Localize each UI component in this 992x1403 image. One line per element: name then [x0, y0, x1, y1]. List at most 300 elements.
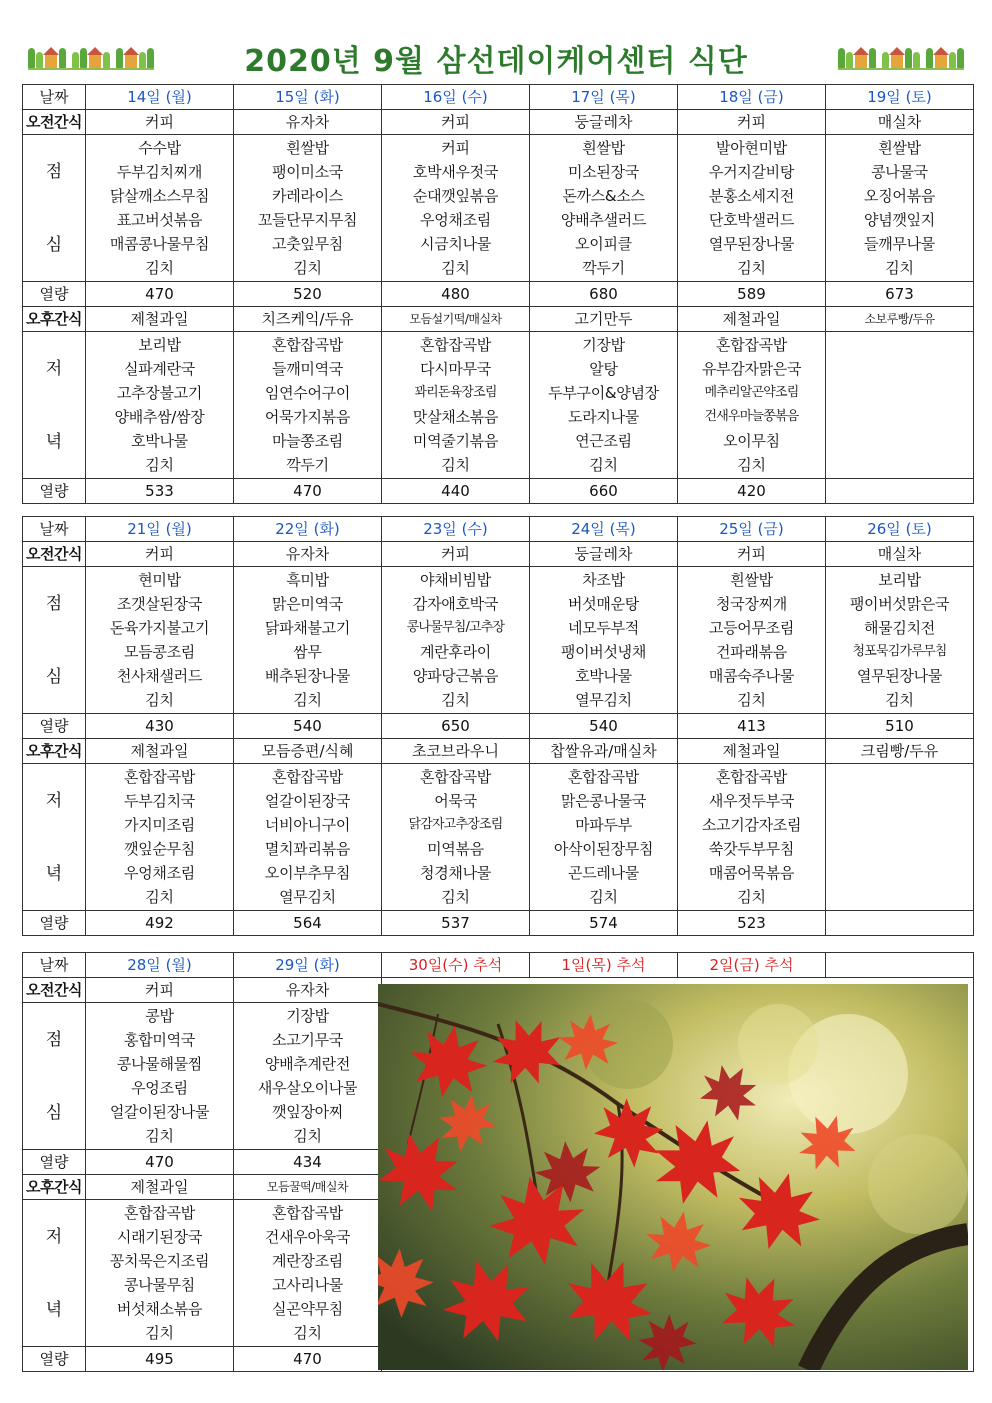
dish: 차조밥 [582, 571, 625, 589]
dish: 마파두부 [575, 816, 632, 834]
dish: 천사채샐러드 [116, 667, 203, 685]
dish: 유부감자맑은국 [701, 360, 802, 378]
calorie-value: 510 [826, 714, 974, 739]
lunch-cell [530, 135, 678, 282]
dish: 깍두기 [582, 259, 625, 277]
dish: 실곤약무침 [272, 1300, 343, 1318]
dish: 수수밥 [138, 139, 181, 157]
dish: 청경채나물 [420, 864, 491, 882]
dish: 메추리알곤약조림 [704, 385, 799, 400]
dish: 김치 [293, 259, 322, 277]
dish: 깻잎장아찌 [272, 1103, 343, 1121]
dish: 야채비빔밥 [420, 571, 491, 589]
day-header: 29일 (화) [234, 953, 382, 978]
am-snack-cell: 커피 [86, 110, 234, 135]
date-row [23, 85, 974, 110]
dish: 맑은미역국 [272, 595, 343, 613]
am-snack-cell: 매실차 [826, 110, 974, 135]
dish: 혼합잡곡밥 [420, 336, 491, 354]
page-header [20, 30, 972, 79]
day-header: 26일 (토) [826, 517, 974, 542]
dish: 김치 [737, 259, 766, 277]
dish: 열무된장나물 [856, 667, 943, 685]
calorie-value: 680 [530, 282, 678, 307]
calorie-value: 413 [678, 714, 826, 739]
maple-leaves-photo [378, 984, 968, 1370]
dish: 혼합잡곡밥 [716, 336, 787, 354]
dish: 새우살오이나물 [257, 1079, 358, 1097]
dish: 팽이버섯냉채 [560, 643, 647, 661]
lunch-label: 점 심 [23, 1003, 86, 1150]
day-header: 14일 (월) [86, 85, 234, 110]
pm-snack-cell: 소보루빵/두유 [826, 307, 974, 332]
dish: 돈까스&소스 [562, 187, 645, 205]
dish: 맑은콩나물국 [560, 792, 647, 810]
dish: 우엉채조림 [124, 864, 195, 882]
dish: 혼합잡곡밥 [124, 1204, 195, 1222]
dish: 매콤어묵볶음 [708, 864, 795, 882]
dish: 아삭이된장무침 [553, 840, 654, 858]
dish: 양배추샐러드 [560, 211, 647, 229]
dish: 양배추쌈/쌈장 [114, 408, 205, 426]
dinner-calorie-row [23, 479, 974, 504]
dish: 맛살채소볶음 [412, 408, 499, 426]
dinner-cell [234, 764, 382, 911]
dish: 김치 [885, 259, 914, 277]
dish: 김치 [589, 888, 618, 906]
dish: 현미밥 [138, 571, 181, 589]
lunch-cell [86, 1003, 234, 1150]
dish: 기장밥 [286, 1007, 329, 1025]
am-snack-row [23, 110, 974, 135]
dish: 건새우아욱국 [264, 1228, 351, 1246]
dish: 깻잎순무침 [124, 840, 195, 858]
am-snack-label: 오전간식 [23, 110, 86, 135]
pm-snack-cell: 초코브라우니 [382, 739, 530, 764]
calorie-value: 470 [86, 282, 234, 307]
dish: 꽁치묵은지조림 [109, 1252, 210, 1270]
dinner-cell [382, 764, 530, 911]
dish: 두부김치찌개 [116, 163, 203, 181]
dish: 청국장찌개 [716, 595, 787, 613]
dish: 보리밥 [878, 571, 921, 589]
dish: 보리밥 [138, 336, 181, 354]
calorie-value: 537 [382, 911, 530, 936]
dish: 가지미조림 [124, 816, 195, 834]
dinner-cell-empty [826, 332, 974, 479]
dish: 혼합잡곡밥 [272, 1204, 343, 1222]
dish: 새우젓두부국 [708, 792, 795, 810]
calorie-value: 523 [678, 911, 826, 936]
calorie-value: 495 [86, 1347, 234, 1372]
dish: 김치 [441, 888, 470, 906]
pm-snack-cell: 제철과일 [678, 307, 826, 332]
am-snack-cell: 커피 [382, 542, 530, 567]
dish: 혼합잡곡밥 [272, 768, 343, 786]
dish: 고사리나물 [272, 1276, 343, 1294]
dish: 도라지나물 [568, 408, 639, 426]
dish: 시금치나물 [420, 235, 491, 253]
calorie-value: 673 [826, 282, 974, 307]
lunch-label: 점 심 [23, 567, 86, 714]
pm-snack-cell: 고기만두 [530, 307, 678, 332]
dish: 버섯매운탕 [568, 595, 639, 613]
holiday-header: 2일(금) 추석 [678, 953, 826, 978]
dish: 우엉채조림 [420, 211, 491, 229]
village-decoration-right [838, 38, 964, 68]
dinner-label: 저 녁 [23, 764, 86, 911]
calorie-value: 660 [530, 479, 678, 504]
lunch-label: 점 심 [23, 135, 86, 282]
dish: 김치 [737, 691, 766, 709]
calorie-value: 520 [234, 282, 382, 307]
dinner-label: 저 녁 [23, 332, 86, 479]
calorie-value: 480 [382, 282, 530, 307]
am-snack-cell: 유자차 [234, 978, 382, 1003]
am-snack-row [23, 542, 974, 567]
dish: 김치 [441, 456, 470, 474]
am-snack-label: 오전간식 [23, 542, 86, 567]
calorie-label: 열량 [23, 282, 86, 307]
calorie-value: 470 [234, 479, 382, 504]
dish: 양념깻잎지 [864, 211, 935, 229]
lunch-cell [86, 135, 234, 282]
calorie-value: 430 [86, 714, 234, 739]
day-header: 17일 (목) [530, 85, 678, 110]
dinner-cell [86, 1200, 234, 1347]
dinner-cell [86, 332, 234, 479]
lunch-cell [678, 567, 826, 714]
dish: 표고버섯볶음 [116, 211, 203, 229]
dish: 발아현미밥 [716, 139, 787, 157]
pm-snack-cell: 제철과일 [86, 739, 234, 764]
day-header: 25일 (금) [678, 517, 826, 542]
dish: 감자애호박국 [412, 595, 499, 613]
dish: 실파계란국 [124, 360, 195, 378]
dinner-calorie-row [23, 911, 974, 936]
dish: 소고기감자조림 [701, 816, 802, 834]
date-label: 날짜 [23, 517, 86, 542]
dish: 매콤숙주나물 [708, 667, 795, 685]
pm-snack-cell: 모듬꿀떡/매실차 [234, 1175, 382, 1200]
dish: 혼합잡곡밥 [124, 768, 195, 786]
dish: 김치 [293, 1324, 322, 1342]
day-header: 18일 (금) [678, 85, 826, 110]
calorie-value: 420 [678, 479, 826, 504]
dinner-cell [86, 764, 234, 911]
dish: 매콤콩나물무침 [109, 235, 210, 253]
dish: 오이무침 [723, 432, 780, 450]
dish: 흰쌀밥 [878, 139, 921, 157]
am-snack-cell: 커피 [382, 110, 530, 135]
pm-snack-cell: 제철과일 [86, 307, 234, 332]
pm-snack-label: 오후간식 [23, 307, 86, 332]
dish: 팽이버섯맑은국 [849, 595, 950, 613]
dish: 오이피클 [575, 235, 632, 253]
lunch-calorie-row [23, 282, 974, 307]
lunch-row [23, 135, 974, 282]
dish: 소고기무국 [272, 1031, 343, 1049]
day-header: 19일 (토) [826, 85, 974, 110]
dish: 닭감자고추장조림 [408, 817, 503, 832]
calorie-value: 540 [234, 714, 382, 739]
dish: 들깨무나물 [864, 235, 935, 253]
dish: 김치 [145, 1324, 174, 1342]
am-snack-cell: 커피 [86, 978, 234, 1003]
dish: 열무김치 [575, 691, 632, 709]
lunch-cell [234, 1003, 382, 1150]
dish: 콩나물무침/고추장 [406, 620, 505, 635]
lunch-cell [530, 567, 678, 714]
calorie-label: 열량 [23, 479, 86, 504]
dish: 혼합잡곡밥 [568, 768, 639, 786]
dinner-cell [530, 764, 678, 911]
lunch-cell [382, 135, 530, 282]
dish: 미역줄기볶음 [412, 432, 499, 450]
dish: 미역볶음 [427, 840, 484, 858]
menu-table-week-2 [22, 516, 974, 936]
dish: 돈육가지불고기 [109, 619, 210, 637]
am-snack-label: 오전간식 [23, 978, 86, 1003]
dish: 얼갈이된장나물 [109, 1103, 210, 1121]
pm-snack-label: 오후간식 [23, 1175, 86, 1200]
dish: 분홍소세지전 [708, 187, 795, 205]
calorie-value [826, 479, 974, 504]
dish: 혼합잡곡밥 [272, 336, 343, 354]
day-header: 16일 (수) [382, 85, 530, 110]
dish: 임연수어구이 [264, 384, 351, 402]
dinner-label: 저 녁 [23, 1200, 86, 1347]
dish: 커피 [441, 139, 470, 157]
dish: 닭살깨소스무침 [109, 187, 210, 205]
dish: 열무된장나물 [708, 235, 795, 253]
lunch-cell [678, 135, 826, 282]
calorie-label: 열량 [23, 714, 86, 739]
menu-table-week-1 [22, 84, 974, 504]
pm-snack-cell: 치즈케익/두유 [234, 307, 382, 332]
day-header-empty [826, 953, 974, 978]
dish: 건새우마늘쫑볶음 [704, 409, 799, 424]
dish: 어묵국 [434, 792, 477, 810]
dish: 두부김치국 [124, 792, 195, 810]
calorie-value: 589 [678, 282, 826, 307]
dish: 모듬콩조림 [124, 643, 195, 661]
am-snack-cell: 둥글레차 [530, 110, 678, 135]
pm-snack-cell: 모듬증편/식혜 [234, 739, 382, 764]
calorie-label: 열량 [23, 1347, 86, 1372]
dish: 김치 [441, 691, 470, 709]
dish: 시래기된장국 [116, 1228, 203, 1246]
pm-snack-cell: 크림빵/두유 [826, 739, 974, 764]
lunch-cell [826, 567, 974, 714]
dish: 김치 [145, 888, 174, 906]
lunch-cell [86, 567, 234, 714]
dish: 김치 [145, 691, 174, 709]
dish: 흰쌀밥 [582, 139, 625, 157]
dish: 어묵가지볶음 [264, 408, 351, 426]
dish: 쌈무 [293, 643, 322, 661]
dish: 고추장불고기 [116, 384, 203, 402]
dish: 우거지갈비탕 [708, 163, 795, 181]
dish: 계란장조림 [272, 1252, 343, 1270]
dish: 미소된장국 [568, 163, 639, 181]
calorie-value: 470 [234, 1347, 382, 1372]
pm-snack-cell: 제철과일 [86, 1175, 234, 1200]
calorie-value: 434 [234, 1150, 382, 1175]
date-label: 날짜 [23, 953, 86, 978]
day-header: 28일 (월) [86, 953, 234, 978]
pm-snack-cell: 모듬설기떡/매실차 [382, 307, 530, 332]
pm-snack-cell: 찹쌀유과/매실차 [530, 739, 678, 764]
dish: 고춧잎무침 [272, 235, 343, 253]
dish: 혼합잡곡밥 [420, 768, 491, 786]
date-label: 날짜 [23, 85, 86, 110]
dish: 마늘쫑조림 [272, 432, 343, 450]
am-snack-cell: 매실차 [826, 542, 974, 567]
lunch-cell [234, 567, 382, 714]
dinner-row [23, 764, 974, 911]
dish: 열무김치 [279, 888, 336, 906]
date-row [23, 517, 974, 542]
pm-snack-row [23, 307, 974, 332]
dish: 깍두기 [286, 456, 329, 474]
pm-snack-label: 오후간식 [23, 739, 86, 764]
dish: 단호박샐러드 [708, 211, 795, 229]
dish: 쑥갓두부무침 [708, 840, 795, 858]
dish: 청포묵김가루무침 [852, 644, 947, 659]
dish: 콩나물해물찜 [116, 1055, 203, 1073]
am-snack-cell: 커피 [678, 542, 826, 567]
dish: 흰쌀밥 [286, 139, 329, 157]
holiday-header: 1일(목) 추석 [530, 953, 678, 978]
dish: 팽이미소국 [272, 163, 343, 181]
lunch-cell [234, 135, 382, 282]
dish: 고등어무조림 [708, 619, 795, 637]
dish: 김치 [145, 259, 174, 277]
dish: 흰쌀밥 [730, 571, 773, 589]
day-header: 15일 (화) [234, 85, 382, 110]
day-header: 23일 (수) [382, 517, 530, 542]
dish: 배추된장나물 [264, 667, 351, 685]
dinner-cell-empty [826, 764, 974, 911]
dish: 김치 [589, 456, 618, 474]
dish: 카레라이스 [272, 187, 343, 205]
dish: 콩밥 [145, 1007, 174, 1025]
am-snack-cell: 둥글레차 [530, 542, 678, 567]
am-snack-cell: 커피 [678, 110, 826, 135]
calorie-label: 열량 [23, 1150, 86, 1175]
dish: 호박나물 [575, 667, 632, 685]
dish: 오이부추무침 [264, 864, 351, 882]
calorie-label: 열량 [23, 911, 86, 936]
dinner-cell [234, 332, 382, 479]
pm-snack-row [23, 739, 974, 764]
dish: 꽈리돈육장조림 [414, 385, 497, 400]
dish: 버섯채소볶음 [116, 1300, 203, 1318]
dish: 꼬들단무지무침 [257, 211, 358, 229]
holiday-header: 30일(수) 추석 [382, 953, 530, 978]
dish: 김치 [737, 456, 766, 474]
dish: 계란후라이 [420, 643, 491, 661]
dish: 연근조림 [575, 432, 632, 450]
page-title: 2020년 9월 삼선데이케어센터 식단 [244, 44, 748, 79]
dish: 건파래볶음 [716, 643, 787, 661]
date-row [23, 953, 974, 978]
dinner-row [23, 332, 974, 479]
dish: 해물김치전 [864, 619, 935, 637]
dish: 김치 [145, 456, 174, 474]
dish: 김치 [885, 691, 914, 709]
dish: 조갯살된장국 [116, 595, 203, 613]
dish: 흑미밥 [286, 571, 329, 589]
dish: 닭파채불고기 [264, 619, 351, 637]
dish: 콩나물무침 [124, 1276, 195, 1294]
dish: 들깨미역국 [272, 360, 343, 378]
dinner-cell [382, 332, 530, 479]
lunch-calorie-row [23, 714, 974, 739]
dish: 다시마무국 [420, 360, 491, 378]
day-header: 24일 (목) [530, 517, 678, 542]
day-header: 21일 (월) [86, 517, 234, 542]
dish: 두부구이&양념장 [548, 384, 659, 402]
dish: 양배추계란전 [264, 1055, 351, 1073]
dish: 혼합잡곡밥 [716, 768, 787, 786]
calorie-value [826, 911, 974, 936]
dish: 양파당근볶음 [412, 667, 499, 685]
dish: 김치 [441, 259, 470, 277]
dish: 김치 [145, 1127, 174, 1145]
dinner-cell [234, 1200, 382, 1347]
dinner-cell [530, 332, 678, 479]
calorie-value: 574 [530, 911, 678, 936]
dish: 홍합미역국 [124, 1031, 195, 1049]
calorie-value: 564 [234, 911, 382, 936]
day-header: 22일 (화) [234, 517, 382, 542]
am-snack-cell: 유자차 [234, 110, 382, 135]
pm-snack-cell: 제철과일 [678, 739, 826, 764]
dinner-cell [678, 332, 826, 479]
dish: 알탕 [589, 360, 618, 378]
dish: 얼갈이된장국 [264, 792, 351, 810]
calorie-value: 440 [382, 479, 530, 504]
dish: 오징어볶음 [864, 187, 935, 205]
calorie-value: 540 [530, 714, 678, 739]
am-snack-cell: 커피 [86, 542, 234, 567]
dish: 호박새우젓국 [412, 163, 499, 181]
dinner-cell [678, 764, 826, 911]
dish: 우엉조림 [131, 1079, 188, 1097]
am-snack-cell: 유자차 [234, 542, 382, 567]
dish: 멸치꽈리볶음 [264, 840, 351, 858]
calorie-value: 492 [86, 911, 234, 936]
dish: 곤드레나물 [568, 864, 639, 882]
dish: 순대깻잎볶음 [412, 187, 499, 205]
calorie-value: 470 [86, 1150, 234, 1175]
lunch-row [23, 567, 974, 714]
dish: 김치 [737, 888, 766, 906]
dish: 기장밥 [582, 336, 625, 354]
dish: 네모두부적 [568, 619, 639, 637]
calorie-value: 533 [86, 479, 234, 504]
lunch-cell [826, 135, 974, 282]
dish: 콩나물국 [871, 163, 928, 181]
dish: 김치 [293, 691, 322, 709]
dish: 김치 [293, 1127, 322, 1145]
dish: 호박나물 [131, 432, 188, 450]
dish: 너비아니구이 [264, 816, 351, 834]
calorie-value: 650 [382, 714, 530, 739]
lunch-cell [382, 567, 530, 714]
